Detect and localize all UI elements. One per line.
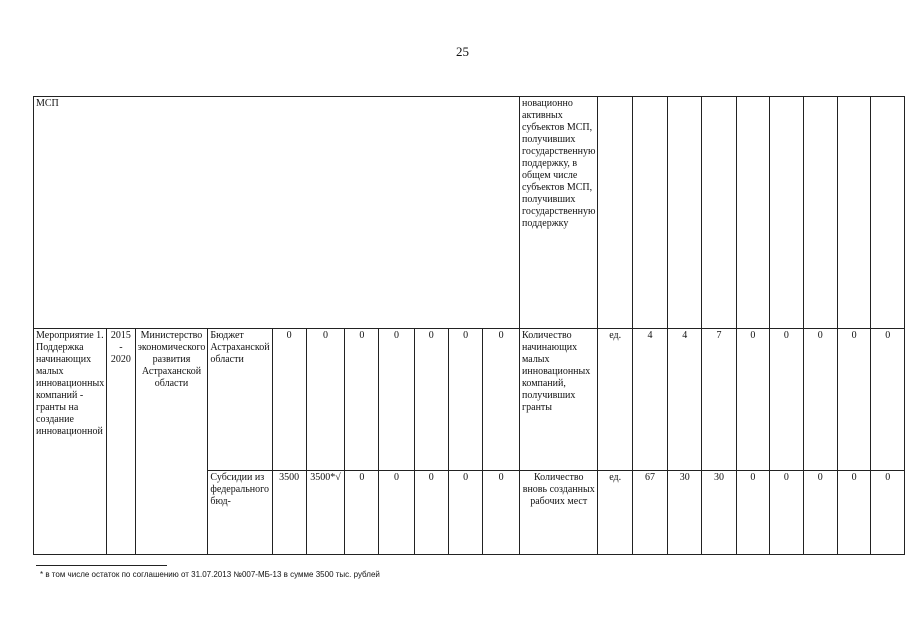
unit-cell (598, 97, 633, 329)
value-cell (803, 97, 837, 329)
amount-cell: 0 (483, 471, 520, 555)
value-cell: 30 (668, 471, 702, 555)
amount-cell: 0 (272, 329, 306, 471)
amount-cell (306, 471, 344, 555)
check-mark-icon: √ (335, 472, 341, 483)
value-cell: 0 (736, 329, 769, 471)
amount-cell: 0 (345, 329, 379, 471)
table-row (34, 329, 905, 471)
value-cell: 0 (770, 329, 803, 471)
amount-cell: 0 (379, 329, 414, 471)
amount-cell: 0 (345, 471, 379, 555)
value-cell: 0 (837, 471, 870, 555)
unit-cell: ед. (598, 471, 633, 555)
continuation-text: МСП (36, 98, 59, 109)
activity-period: 2015 - 2020 (107, 329, 135, 555)
value-cell: 0 (803, 329, 837, 471)
indicator-cell: Количество вновь созданных рабочих мест (520, 471, 598, 555)
amount-cell: 0 (414, 329, 448, 471)
value-cell (633, 97, 668, 329)
continuation-cell (34, 97, 520, 329)
amount-cell: 0 (448, 471, 482, 555)
value-cell: 0 (871, 329, 905, 471)
indicator-cell: новационно активных субъектов МСП, получивших государственную поддержку, в общем числе субъектов МСП, получивших государственную поддержку (520, 97, 598, 329)
value-cell (668, 97, 702, 329)
value-cell: 7 (702, 329, 736, 471)
value-cell: 67 (633, 471, 668, 555)
value-cell: 0 (770, 471, 803, 555)
value-cell (837, 97, 870, 329)
funding-source: Субсидии из федерального бюд- (208, 471, 272, 555)
value-cell: 4 (633, 329, 668, 471)
indicator-cell: Количество начинающих малых инновационных компаний, получивших гранты (520, 329, 598, 471)
amount-cell: 0 (379, 471, 414, 555)
unit-cell: ед. (598, 329, 633, 471)
amount-cell: 0 (306, 329, 344, 471)
amount-cell: 0 (414, 471, 448, 555)
activity-name: Мероприятие 1. Поддержка начинающих малых инновационных компаний - гранты на создание инновационной (34, 329, 107, 555)
amount-cell: 0 (483, 329, 520, 471)
amount-cell: 3500 (272, 471, 306, 555)
value-cell: 4 (668, 329, 702, 471)
footnote-separator (36, 565, 167, 566)
amount-cell: 0 (448, 329, 482, 471)
value-cell (871, 97, 905, 329)
value-cell: 0 (803, 471, 837, 555)
program-table (33, 96, 905, 555)
value-cell: 0 (871, 471, 905, 555)
activity-executor: Министерство экономического развития Астраханской области (135, 329, 208, 555)
value-cell: 0 (736, 471, 769, 555)
page-number: 25 (456, 44, 469, 59)
funding-source: Бюджет Астраханской области (208, 329, 272, 471)
value-cell (702, 97, 736, 329)
value-cell: 30 (702, 471, 736, 555)
amount-value: 3500* (310, 472, 336, 483)
table-row (34, 97, 905, 329)
value-cell: 0 (837, 329, 870, 471)
footnote: * в том числе остаток по соглашению от 31.07.2013 №007-МБ-13 в сумме 3500 тыс. рублей (40, 570, 380, 579)
value-cell (770, 97, 803, 329)
value-cell (736, 97, 769, 329)
